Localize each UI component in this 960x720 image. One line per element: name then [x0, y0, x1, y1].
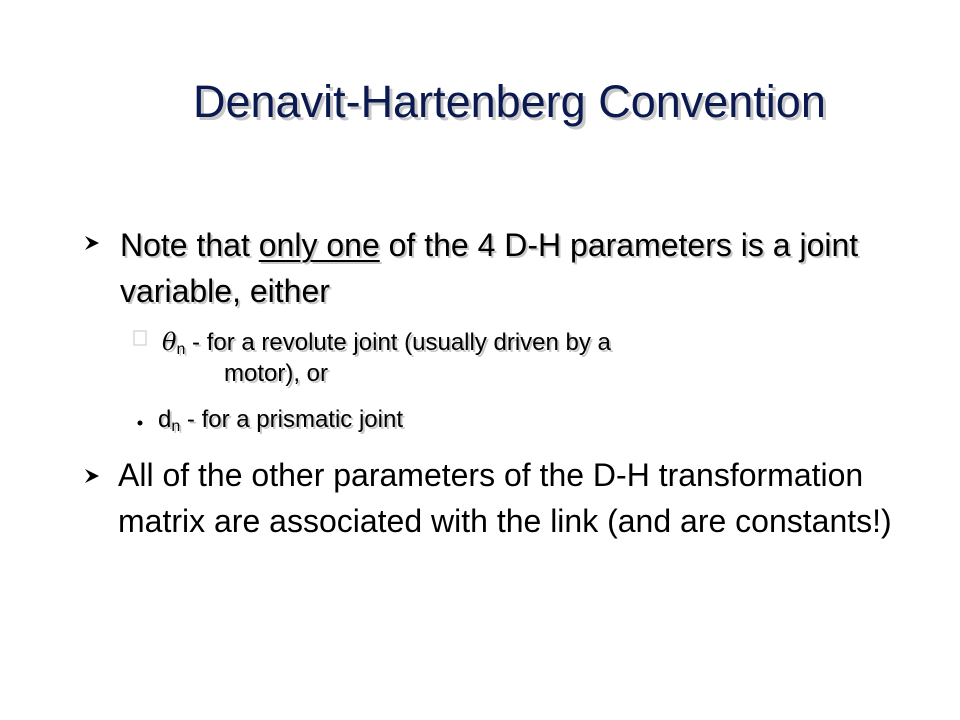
sub-bullet-revolute-line1: - for a revolute joint (usually driven by a — [185, 329, 611, 356]
bullet-1-text-after: of the 4 D-H parameters is a joint variable, either — [120, 227, 859, 309]
arrow-bullet-icon — [82, 232, 102, 260]
box-bullet-icon — [133, 324, 147, 356]
d-symbol: d — [158, 406, 172, 433]
d-subscript: n — [171, 418, 181, 435]
slide-title: Denavit-Hartenberg Convention — [193, 76, 826, 127]
box-icon — [133, 330, 147, 346]
dot-icon — [136, 419, 144, 427]
bullet-1-text — [120, 222, 880, 314]
sub-bullet-prismatic — [158, 404, 403, 443]
arrow-icon — [82, 233, 102, 253]
arrow-icon — [82, 466, 102, 486]
bullet-1-text-before: Note that — [120, 227, 259, 263]
arrow-bullet-icon-2 — [82, 465, 102, 493]
bullet-2-text: All of the other parameters of the D-H transformation matrix are associated with the link (and are constants!) — [118, 457, 892, 539]
theta-symbol: θ — [162, 328, 177, 356]
theta-subscript: n — [176, 341, 186, 358]
sub-bullet-prismatic-line1: - for a prismatic joint — [180, 406, 403, 433]
dot-bullet-icon — [136, 406, 144, 438]
sub-bullet-revolute-line2: motor), or — [224, 360, 329, 387]
bullet-1-underlined: only one — [258, 227, 380, 263]
